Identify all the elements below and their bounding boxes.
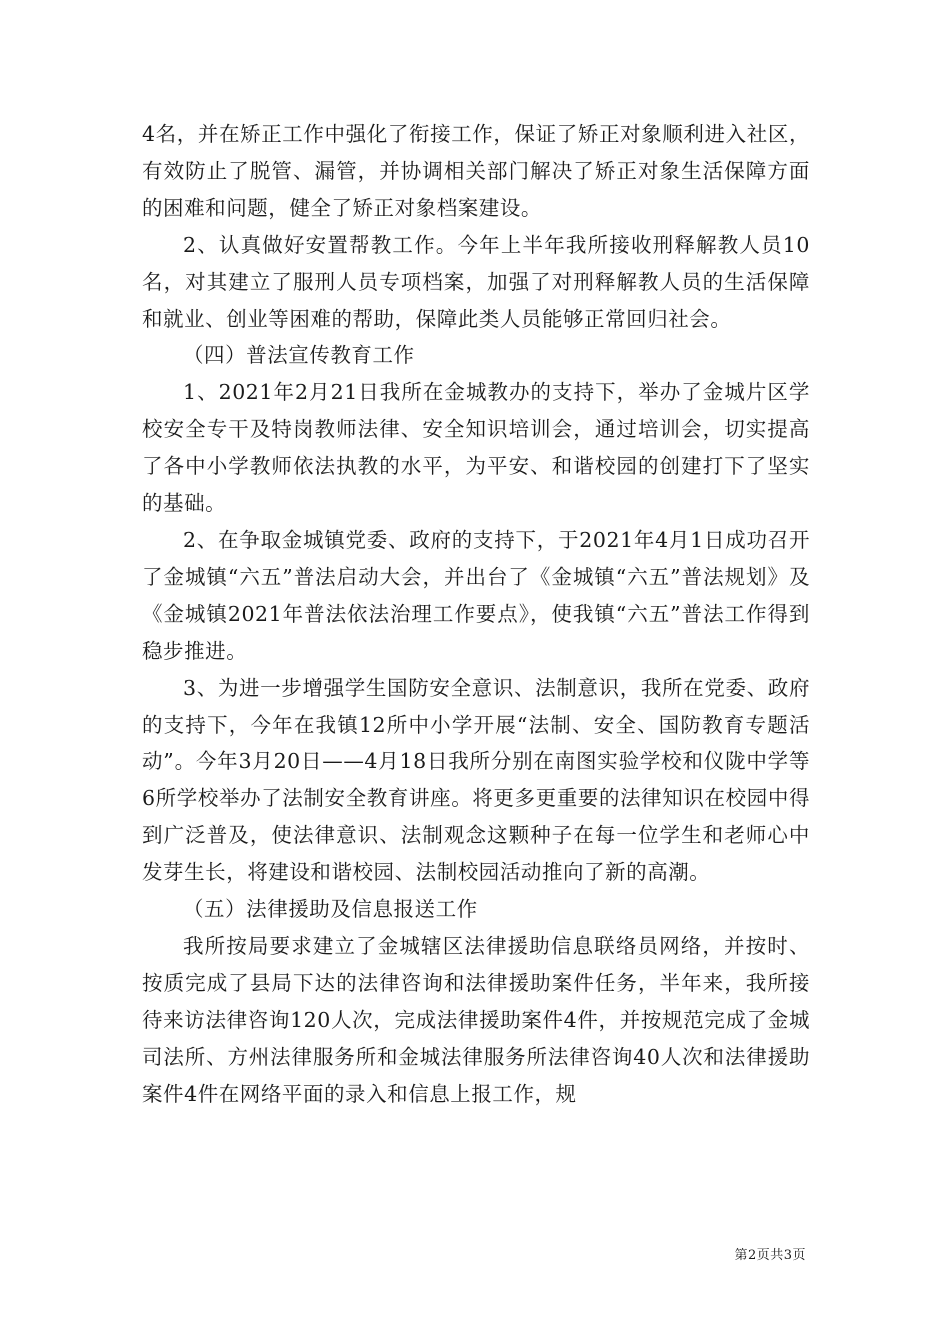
paragraph-legal-aid-network: 我所按局要求建立了金城辖区法律援助信息联络员网络，并按时、按质完成了县局下达的法律咨询和法律援助案件任务，半年来，我所接待来访法律咨询120人次，完成法律援助案件4件，并按规范完成了金城司法所、方州法律服务所和金城法律服务所法律咨询40人次和法律援助案件4件在网络平面的录入和信息上报工作，规 <box>142 933 810 1106</box>
paragraph-teacher-training: 1、2021年2月21日我所在金城教办的支持下，举办了金城片区学校安全专干及特岗教师法律、安全知识培训会，通过培训会，切实提高了各中小学教师依法执教的水平，为平安、和谐校园的创建打下了坚实的基础。 <box>142 380 810 516</box>
page-number: 第2页共3页 <box>734 1248 806 1263</box>
paragraph-rectification-continuation: 4名，并在矫正工作中强化了衔接工作，保证了矫正对象顺利进入社区，有效防止了脱管、漏管，并协调相关部门解决了矫正对象生活保障方面的困难和问题，健全了矫正对象档案建设。 <box>142 122 810 220</box>
paragraph-school-lectures: 3、为进一步增强学生国防安全意识、法制意识，我所在党委、政府的支持下，今年在我镇12所中小学开展“法制、安全、国防教育专题活动”。今年3月20日——4月18日我所分别在南图实验学校和仪陇中学等6所学校举办了法制安全教育讲座。将更多更重要的法律知识在校园中得到广泛普及，使法律意识、法制观念这颗种子在每一位学生和老师心中发芽生长，将建设和谐校园、法制校园活动推向了新的高潮。 <box>142 675 810 885</box>
section-heading-legal-education: （四）普法宣传教育工作 <box>183 343 415 368</box>
section-heading-legal-aid: （五）法律援助及信息报送工作 <box>183 897 478 922</box>
paragraph-resettlement: 2、认真做好安置帮教工作。今年上半年我所接收刑释解教人员10名，对其建立了服刑人员专项档案，加强了对刑释解教人员的生活保障和就业、创业等困难的帮助，保障此类人员能够正常回归社会。 <box>142 232 810 331</box>
document-body <box>142 116 810 1112</box>
paragraph-liuwu-launch: 2、在争取金城镇党委、政府的支持下，于2021年4月1日成功召开了金城镇“六五”普法启动大会，并出台了《金城镇“六五”普法规划》及《金城镇2021年普法依法治理工作要点》，使我镇“六五”普法工作得到稳步推进。 <box>142 527 810 663</box>
